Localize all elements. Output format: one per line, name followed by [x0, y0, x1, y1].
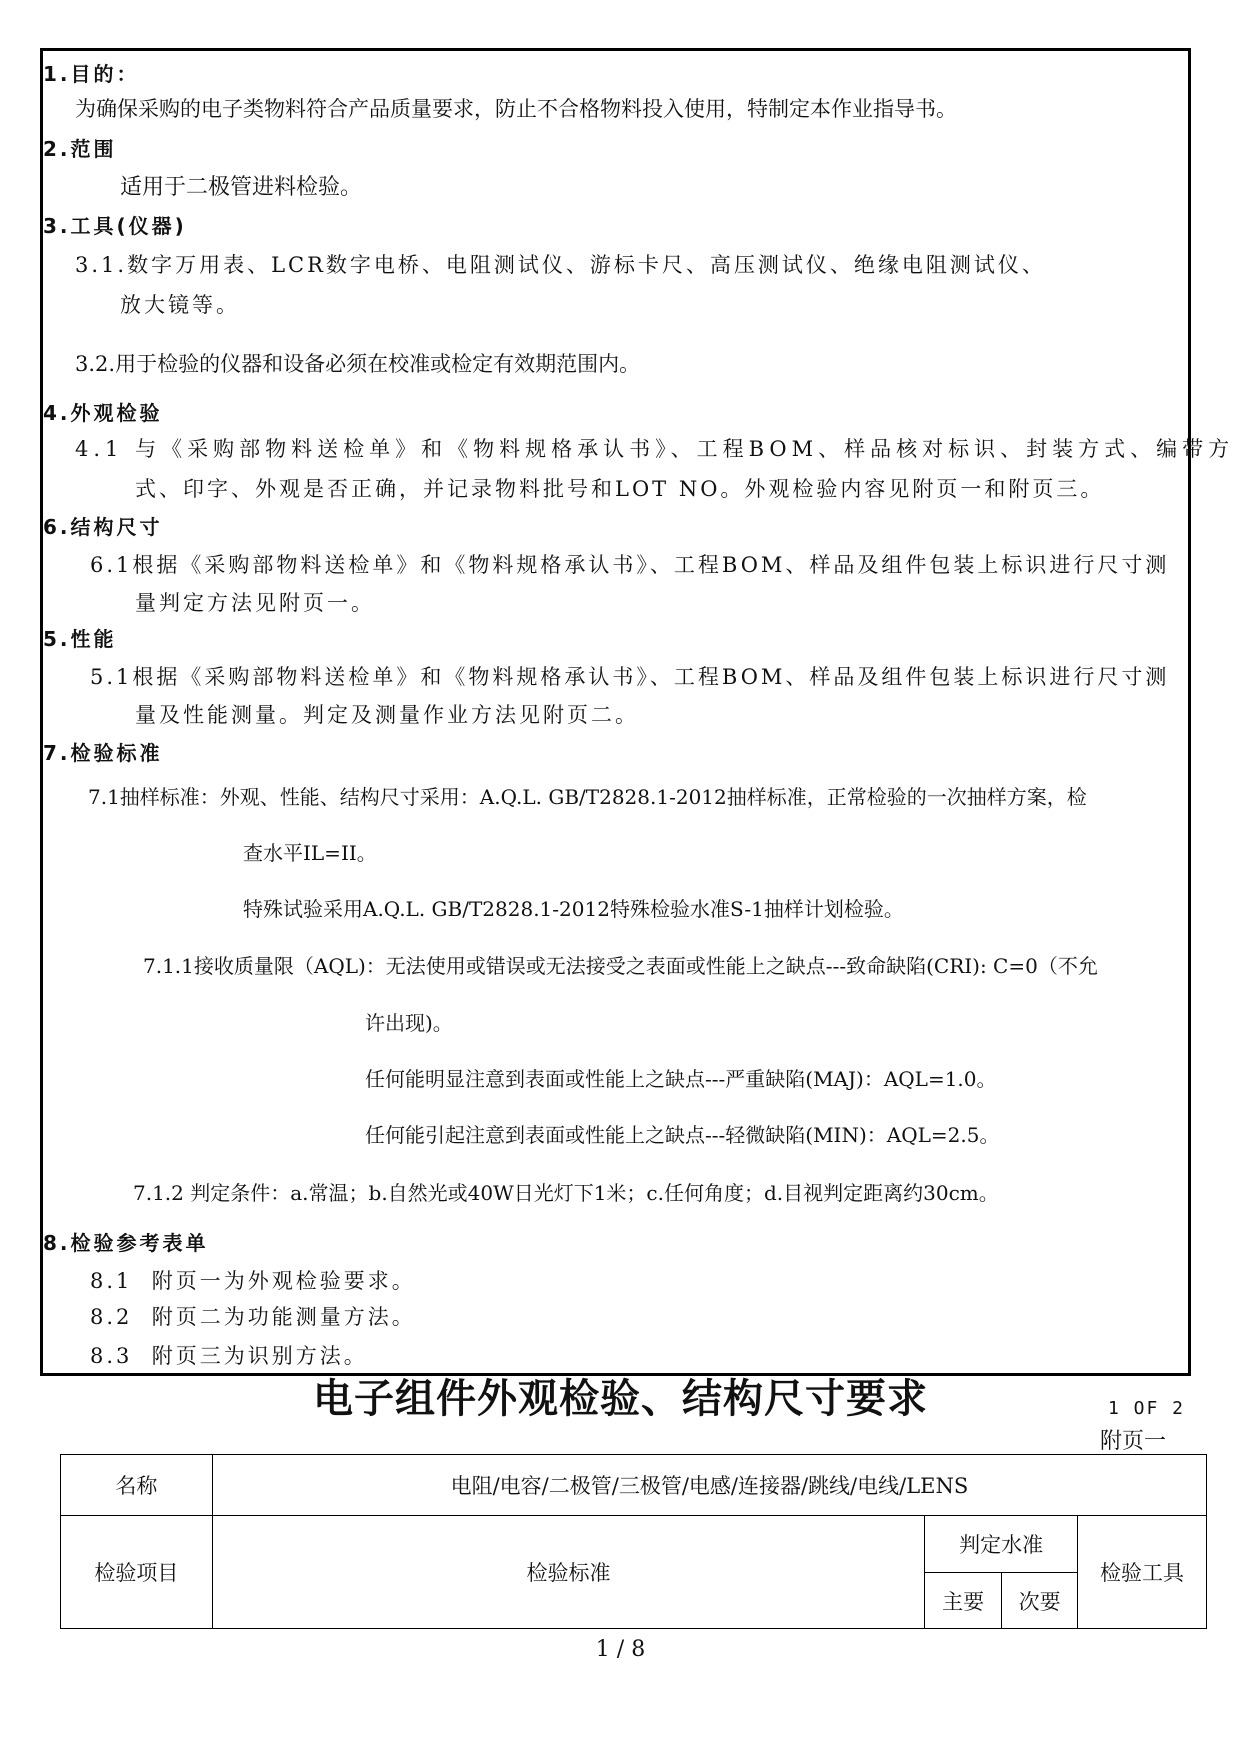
- section-7-item-1-special: 特殊试验采用A.Q.L. GB/T2828.1-2012特殊检验水准S-1抽样计划检验。: [243, 897, 904, 921]
- table-header-row: [61, 1516, 1207, 1573]
- header-inspection-standard: 检验标准: [212, 1516, 924, 1629]
- section-7-item-1-1: 7.1.1接收质量限（AQL)：无法使用或错误或无法接受之表面或性能上之缺点---致命缺陷(CRI): C=0（不允: [143, 954, 1098, 978]
- section-5-heading: 5.性能: [43, 627, 117, 651]
- appendix-label: 附页一: [1100, 1429, 1167, 1454]
- section-7-heading: 7.检验标准: [43, 741, 163, 765]
- appendix-page-of: 1 OF 2: [1108, 1398, 1186, 1419]
- section-6-heading: 6.结构尺寸: [43, 515, 163, 539]
- section-8-item-1: 8.1 附页一为外观检验要求。: [90, 1269, 416, 1293]
- section-3-item-1: 3.1.数字万用表、LCR数字电桥、电阻测试仪、游标卡尺、高压测试仪、绝缘电阻测试仪、: [75, 253, 1046, 277]
- section-4-item-1: 4.1 与《采购部物料送检单》和《物料规格承认书》、工程BOM、样品核对标识、封装方式、编带方: [75, 437, 1235, 461]
- section-3-heading: 3.工具(仪器): [43, 214, 187, 238]
- section-5-item-1: 5.1根据《采购部物料送检单》和《物料规格承认书》、工程BOM、样品及组件包装上标识进行尺寸测: [90, 665, 1170, 689]
- section-1-heading: 1.目的：: [43, 62, 140, 86]
- section-8-heading: 8.检验参考表单: [43, 1231, 209, 1255]
- section-5-item-1-cont: 量及性能测量。判定及测量作业方法见附页二。: [135, 703, 639, 727]
- header-inspection-item: 检验项目: [61, 1516, 213, 1629]
- appendix-table: [60, 1454, 1207, 1629]
- section-2-heading: 2.范围: [43, 137, 117, 161]
- header-minor: 次要: [1002, 1573, 1078, 1629]
- section-6-item-1: 6.1根据《采购部物料送检单》和《物料规格承认书》、工程BOM、样品及组件包装上标识进行尺寸测: [90, 553, 1170, 577]
- section-4-item-1-cont: 式、印字、外观是否正确，并记录物料批号和LOT NO。外观检验内容见附页一和附页三。: [135, 477, 1105, 501]
- section-8-item-2: 8.2 附页二为功能测量方法。: [90, 1305, 416, 1329]
- name-value-cell: 电阻/电容/二极管/三极管/电感/连接器/跳线/电线/LENS: [212, 1455, 1206, 1516]
- section-7-item-1-cont: 查水平IL=II。: [243, 841, 377, 865]
- section-8-item-3: 8.3 附页三为识别方法。: [90, 1344, 368, 1368]
- header-inspection-tool: 检验工具: [1078, 1516, 1207, 1629]
- section-7-minor-defect: 任何能引起注意到表面或性能上之缺点---轻微缺陷(MIN)：AQL=2.5。: [365, 1123, 1000, 1147]
- section-6-item-1-cont: 量判定方法见附页一。: [135, 591, 375, 615]
- name-label-cell: 名称: [61, 1455, 213, 1516]
- section-7-item-1-1-cont: 许出现)。: [365, 1011, 453, 1035]
- appendix-title: 电子组件外观检验、结构尺寸要求: [313, 1376, 928, 1422]
- section-7-item-1-2: 7.1.2 判定条件：a.常温；b.自然光或40W日光灯下1米；c.任何角度；d.目视判定距离约30cm。: [133, 1181, 999, 1205]
- page-number: 1 / 8: [595, 1637, 646, 1662]
- section-2-text: 适用于二极管进料检验。: [120, 175, 363, 200]
- table-name-row: [61, 1455, 1207, 1516]
- section-3-item-2: 3.2.用于检验的仪器和设备必须在校准或检定有效期范围内。: [75, 352, 641, 376]
- section-7-item-1: 7.1抽样标准：外观、性能、结构尺寸采用：A.Q.L. GB/T2828.1-2012抽样标准，正常检验的一次抽样方案，检: [88, 785, 1087, 809]
- header-judgment-level: 判定水准: [925, 1516, 1078, 1573]
- section-1-text: 为确保采购的电子类物料符合产品质量要求，防止不合格物料投入使用，特制定本作业指导书。: [75, 97, 957, 121]
- section-3-item-1-cont: 放大镜等。: [120, 293, 240, 317]
- section-7-major-defect: 任何能明显注意到表面或性能上之缺点---严重缺陷(MAJ)：AQL=1.0。: [365, 1067, 997, 1091]
- header-major: 主要: [925, 1573, 1002, 1629]
- section-4-heading: 4.外观检验: [43, 401, 163, 425]
